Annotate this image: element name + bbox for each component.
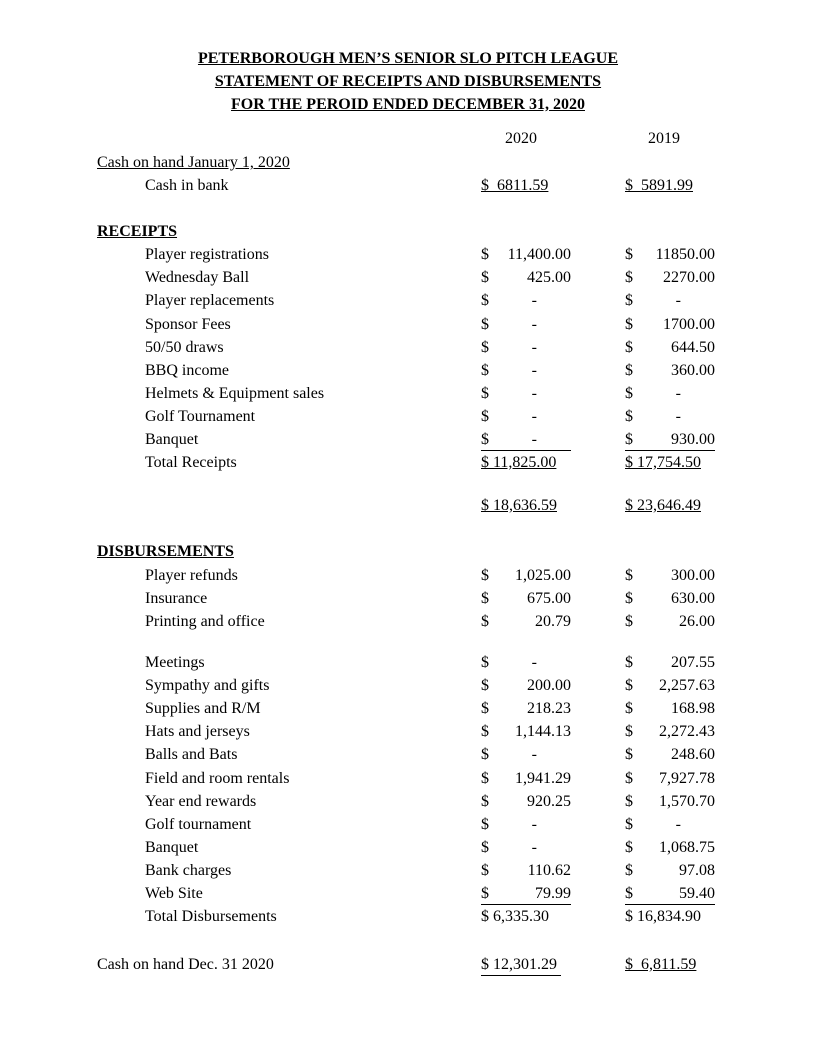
opening-label: Cash on hand January 1, 2020 (97, 154, 290, 171)
row-value-2019: $ 930.00 (625, 430, 715, 451)
total-disbursements-2019: $ 16,834.90 (625, 908, 701, 925)
cash-in-bank-2020: $ 6811.59 (481, 177, 549, 194)
row-label: Wednesday Ball (145, 269, 250, 286)
row-value-2019: $ 59.40 (625, 884, 715, 905)
row-value-2020: $ - (481, 385, 537, 402)
total-receipts-2020: $ 11,825.00 (481, 454, 557, 471)
row-value-2019: $ 2270.00 (625, 269, 715, 286)
row-label: Sponsor Fees (145, 316, 231, 333)
statement-title-line-3: FOR THE PEROID ENDED DECEMBER 31, 2020 (231, 96, 585, 113)
row-value-2020: $ 79.99 (481, 884, 571, 905)
row-value-2020: $ - (481, 339, 537, 356)
row-value-2020: $ 110.62 (481, 862, 571, 879)
row-value-2019: $ 97.08 (625, 862, 715, 879)
row-label: Hats and jerseys (145, 723, 250, 740)
row-label: Player replacements (145, 292, 275, 309)
row-value-2019: $ 644.50 (625, 339, 715, 356)
row-label: Supplies and R/M (145, 700, 261, 717)
row-value-2019: $ - (625, 408, 681, 425)
cash-in-bank-label: Cash in bank (145, 177, 229, 194)
column-header-2020: 2020 (505, 130, 537, 147)
row-value-2019: $ 630.00 (625, 590, 715, 607)
closing-2019: $ 6,811.59 (625, 956, 697, 973)
row-value-2020: $ 200.00 (481, 677, 571, 694)
row-value-2019: $ 26.00 (625, 613, 715, 630)
row-value-2019: $ 1,068.75 (625, 839, 715, 856)
cash-plus-receipts-2020: $ 18,636.59 (481, 497, 557, 514)
row-label: Field and room rentals (145, 770, 290, 787)
row-value-2020: $ 218.23 (481, 700, 571, 717)
statement-title-line-1: PETERBOROUGH MEN’S SENIOR SLO PITCH LEAGUE (197, 50, 619, 67)
row-label: Sympathy and gifts (145, 677, 270, 694)
total-disbursements-2020: $ 6,335.30 (481, 908, 549, 925)
row-value-2020: $ 1,144.13 (481, 723, 571, 740)
row-value-2020: $ - (481, 430, 571, 451)
row-value-2020: $ 1,025.00 (481, 567, 571, 584)
row-value-2019: $ 300.00 (625, 567, 715, 584)
row-label: Bank charges (145, 862, 232, 879)
row-label: Year end rewards (145, 793, 257, 810)
row-value-2019: $ 1700.00 (625, 316, 715, 333)
row-value-2020: $ - (481, 408, 537, 425)
row-label: Player refunds (145, 567, 238, 584)
row-value-2020: $ - (481, 292, 537, 309)
cash-in-bank-2019: $ 5891.99 (625, 177, 693, 194)
row-label: Banquet (145, 839, 199, 856)
row-value-2020: $ 20.79 (481, 613, 571, 630)
row-value-2020: $ - (481, 316, 537, 333)
row-value-2019: $ 360.00 (625, 362, 715, 379)
row-label: BBQ income (145, 362, 229, 379)
row-value-2020: $ 425.00 (481, 269, 571, 286)
row-value-2020: $ 920.25 (481, 793, 571, 810)
row-value-2019: $ 2,257.63 (625, 677, 715, 694)
closing-2020: $ 12,301.29 (481, 955, 576, 975)
row-value-2019: $ 168.98 (625, 700, 715, 717)
row-label: Meetings (145, 654, 205, 671)
column-header-2019: 2019 (648, 130, 680, 147)
row-label: Printing and office (145, 613, 265, 630)
row-value-2019: $ - (625, 292, 681, 309)
row-value-2019: $ 7,927.78 (625, 770, 715, 787)
row-label: Banquet (145, 431, 199, 448)
total-receipts-label: Total Receipts (145, 454, 237, 471)
row-label: Golf Tournament (145, 408, 256, 425)
row-value-2020: $ 675.00 (481, 590, 571, 607)
row-label: Helmets & Equipment sales (145, 385, 325, 402)
row-value-2020: $ - (481, 654, 537, 671)
row-value-2019: $ - (625, 816, 681, 833)
receipts-heading: RECEIPTS (97, 223, 178, 240)
row-label: Insurance (145, 590, 208, 607)
total-receipts-2019: $ 17,754.50 (625, 454, 701, 471)
row-value-2020: $ - (481, 839, 537, 856)
disbursements-heading: DISBURSEMENTS (97, 543, 234, 560)
row-value-2020: $ - (481, 362, 537, 379)
row-label: Balls and Bats (145, 746, 238, 763)
row-label: 50/50 draws (145, 339, 224, 356)
closing-label: Cash on hand Dec. 31 2020 (97, 956, 274, 973)
statement-title-line-2: STATEMENT OF RECEIPTS AND DISBURSEMENTS (214, 73, 602, 90)
row-value-2019: $ 2,272.43 (625, 723, 715, 740)
row-value-2020: $ 11,400.00 (481, 246, 571, 263)
row-value-2020: $ 1,941.29 (481, 770, 571, 787)
row-value-2019: $ - (625, 385, 681, 402)
cash-plus-receipts-2019: $ 23,646.49 (625, 497, 701, 514)
row-value-2019: $ 1,570.70 (625, 793, 715, 810)
row-label: Golf tournament (145, 816, 252, 833)
row-value-2020: $ - (481, 816, 537, 833)
row-value-2020: $ - (481, 746, 537, 763)
row-label: Player registrations (145, 246, 269, 263)
row-value-2019: $ 207.55 (625, 654, 715, 671)
total-disbursements-label: Total Disbursements (145, 908, 277, 925)
row-label: Web Site (145, 885, 203, 902)
row-value-2019: $ 11850.00 (625, 246, 715, 263)
row-value-2019: $ 248.60 (625, 746, 715, 763)
